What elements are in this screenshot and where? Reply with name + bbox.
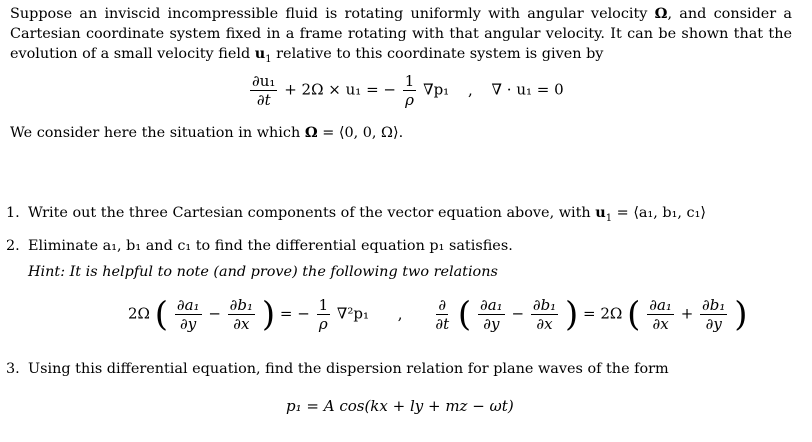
two-omega-left: 2Ω (128, 304, 150, 323)
inv-rho-fraction (403, 72, 417, 109)
one-numerator-2: 1 (318, 296, 329, 314)
intro-paragraph (10, 4, 792, 70)
right-paren-1: ) (261, 294, 276, 335)
left-paren-1: ( (154, 294, 169, 335)
db1-dy-fraction (700, 296, 727, 333)
eq2-separator: , (397, 304, 403, 323)
dt-denominator-2: ∂t (435, 315, 450, 333)
one-numerator: 1 (404, 72, 415, 90)
eq1-separator: , (467, 80, 473, 99)
hint-line: Hint: It is helpful to note (and prove) the following two relations (28, 264, 498, 280)
left-paren-3: ( (627, 294, 641, 335)
situation-text-b: = ⟨0, 0, Ω⟩. (317, 125, 404, 141)
intro-text-b: , and consider a Cartesian coordinate system fixed in a frame rotating with that angular velocity. It can be shown that the evolution of a small velocity field (10, 6, 792, 62)
hint-relations (128, 296, 747, 333)
omega-symbol-2: Ω (304, 124, 318, 141)
da1-dy-fraction-2 (478, 296, 505, 333)
item-1-text-b: = ⟨a₁, b₁, c₁⟩ (612, 205, 706, 221)
db1-dx-fraction-2 (531, 296, 558, 333)
db1-numerator-3: ∂b₁ (702, 296, 726, 314)
db1-numerator: ∂b₁ (229, 296, 254, 314)
u1-symbol: u (254, 45, 266, 62)
minus-2: − (511, 304, 525, 323)
da1-numerator-3: ∂a₁ (649, 296, 672, 314)
momentum-equation (248, 72, 564, 109)
dy-denominator-2: ∂y (483, 315, 500, 333)
intro-text-c: relative to this coordinate system is given by (271, 46, 604, 62)
da1-numerator: ∂a₁ (176, 296, 200, 314)
db1-dx-fraction (228, 296, 255, 333)
right-paren-3: ) (734, 294, 748, 335)
plus-sign: + (680, 304, 694, 323)
inv-rho-fraction-2 (317, 296, 331, 333)
du-dt-fraction (250, 72, 277, 109)
list-item-3 (6, 359, 669, 379)
equals-minus: = − (279, 304, 310, 323)
dy-denominator: ∂y (180, 315, 197, 333)
situation-sentence (10, 123, 403, 143)
item-1-number: 1. (6, 205, 20, 221)
db1-numerator-2: ∂b₁ (532, 296, 557, 314)
item-1-u-sub: 1 (605, 212, 613, 224)
pressure-gradient: ∇p₁ (423, 80, 450, 99)
rho-denominator: ρ (405, 91, 414, 109)
right-paren-2: ) (564, 294, 579, 335)
item-1-text-a: Write out the three Cartesian components of the vector equation above, with (28, 205, 596, 221)
da1-dx-fraction (647, 296, 674, 333)
coriolis-term: + 2Ω × u₁ = − (284, 80, 396, 99)
omega-symbol: Ω (654, 5, 668, 22)
rho-denominator-2: ρ (318, 315, 328, 333)
item-2-text: Eliminate a₁, b₁ and c₁ to find the differential equation p₁ satisfies. (28, 238, 513, 254)
plane-wave-equation: p₁ = A cos(kx + ly + mz − ωt) (286, 397, 514, 415)
dx-denominator-3: ∂x (652, 315, 669, 333)
da1-dy-fraction (175, 296, 202, 333)
d-dt-fraction (433, 296, 451, 333)
intro-text-a: Suppose an inviscid incompressible fluid is rotating uniformly with angular velocity (10, 6, 655, 22)
list-item-1 (6, 203, 706, 229)
du-numerator: ∂u₁ (252, 72, 276, 90)
laplacian-p1: ∇²p₁ (336, 304, 369, 323)
list-item-2 (6, 236, 513, 256)
situation-text-a: We consider here the situation in which (10, 125, 305, 141)
da1-numerator-2: ∂a₁ (479, 296, 503, 314)
minus-1: − (208, 304, 221, 323)
item-3-number: 3. (6, 361, 20, 377)
dx-denominator: ∂x (233, 315, 250, 333)
item-1-u-symbol: u (595, 204, 606, 221)
divergence-equation: ∇ · u₁ = 0 (491, 80, 564, 99)
dy-denominator-3: ∂y (705, 315, 722, 333)
item-3-text: Using this differential equation, find the dispersion relation for plane waves of the form (28, 361, 669, 377)
item-2-number: 2. (6, 238, 20, 254)
dx-denominator-2: ∂x (536, 315, 553, 333)
u1-subscript: 1 (265, 53, 272, 65)
d-numerator: ∂ (438, 296, 447, 314)
left-paren-2: ( (457, 294, 472, 335)
equals-two-omega: = 2Ω (583, 304, 623, 323)
dt-denominator: ∂t (256, 91, 271, 109)
